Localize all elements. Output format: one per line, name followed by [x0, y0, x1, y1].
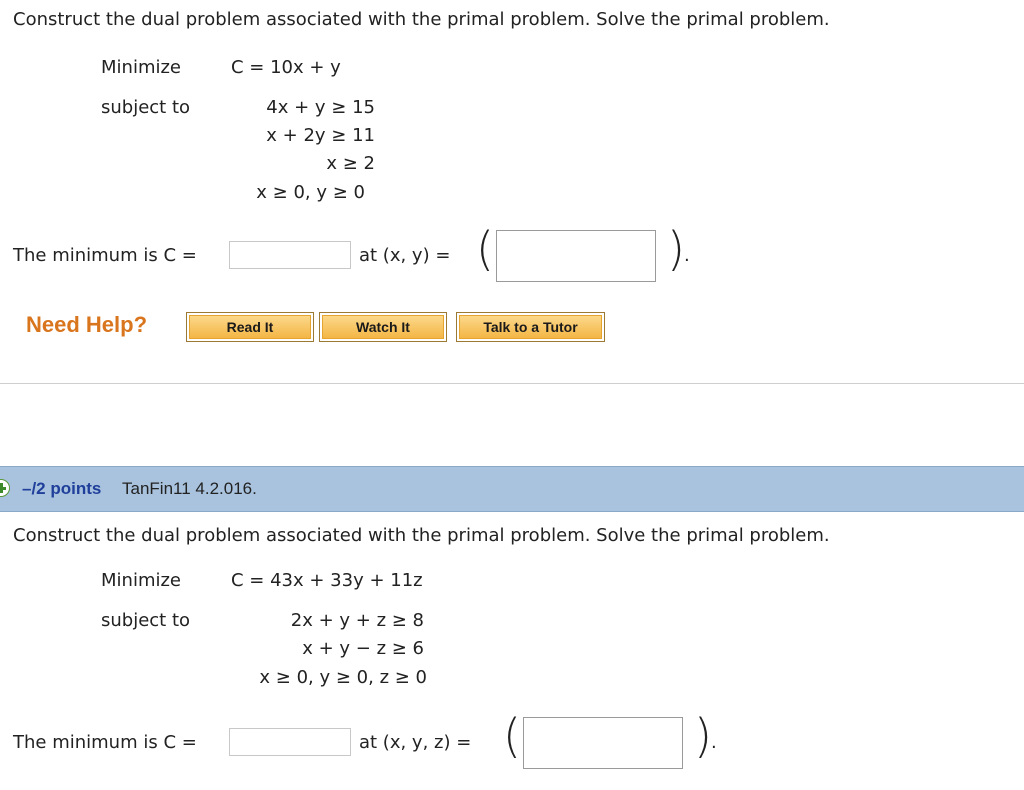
period-2: . [711, 732, 717, 753]
section-divider [0, 383, 1024, 384]
point-input-2[interactable] [523, 717, 683, 769]
constraint-2-1: 2x + y + z ≥ 8 [290, 610, 424, 631]
minimum-label-2: The minimum is C = [13, 732, 197, 753]
constraint-3: x ≥ 2 [326, 153, 375, 174]
objective-function-2: C = 43x + 33y + 11z [231, 570, 423, 591]
point-input[interactable] [496, 230, 656, 282]
minimum-label: The minimum is C = [13, 245, 197, 266]
minimize-label: Minimize [101, 57, 181, 78]
subject-to-label-2: subject to [101, 610, 191, 631]
at-point-label-2: at (x, y, z) = [359, 732, 472, 753]
nonnegativity-constraint-2: x ≥ 0, y ≥ 0, z ≥ 0 [259, 667, 427, 688]
right-paren: ) [667, 222, 685, 276]
left-paren-2: ( [503, 709, 521, 763]
need-help-label: Need Help? [26, 312, 148, 337]
minimum-value-input-2[interactable] [229, 728, 351, 756]
question-header-bar [0, 466, 1024, 512]
minimum-value-input[interactable] [229, 241, 351, 269]
question-prompt-2: Construct the dual problem associated with the primal problem. Solve the primal problem. [13, 525, 830, 546]
subject-to-label: subject to [101, 97, 191, 118]
at-point-label: at (x, y) = [359, 245, 451, 266]
question-id: TanFin11 4.2.016. [122, 479, 257, 498]
left-paren: ( [476, 222, 494, 276]
minimize-label-2: Minimize [101, 570, 181, 591]
watch-it-button[interactable]: Watch It [319, 312, 447, 342]
nonnegativity-constraint: x ≥ 0, y ≥ 0 [256, 182, 365, 203]
constraint-2-2: x + y − z ≥ 6 [302, 638, 424, 659]
constraint-1: 4x + y ≥ 15 [266, 97, 375, 118]
question-prompt: Construct the dual problem associated with the primal problem. Solve the primal problem. [13, 9, 830, 30]
objective-function: C = 10x + y [231, 57, 341, 78]
constraint-2: x + 2y ≥ 11 [266, 125, 375, 146]
talk-to-tutor-button[interactable]: Talk to a Tutor [456, 312, 605, 342]
read-it-button[interactable]: Read It [186, 312, 314, 342]
expand-plus-icon[interactable] [0, 479, 10, 497]
period: . [684, 245, 690, 266]
points-label: –/2 points [22, 479, 102, 498]
right-paren-2: ) [694, 709, 712, 763]
